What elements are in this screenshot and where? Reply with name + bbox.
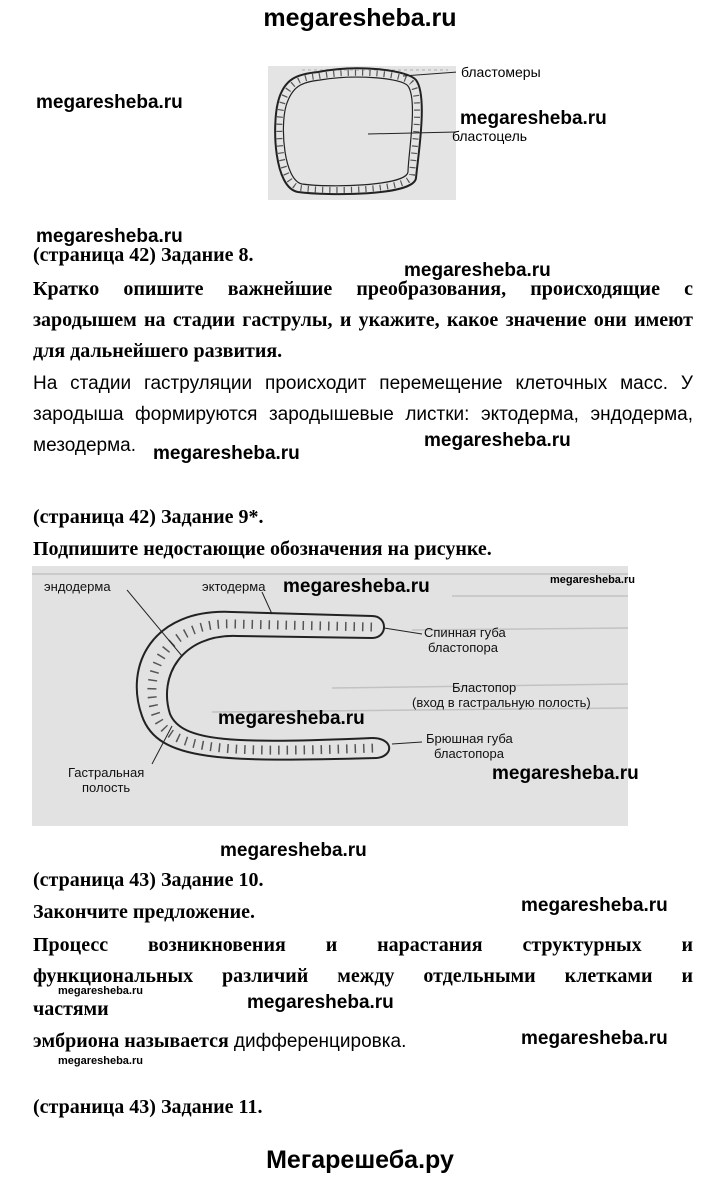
task10-answer-line [33,1030,406,1053]
gastrula-figure [32,566,628,826]
task8-heading: (страница 42) Задание 8. [33,244,254,266]
watermark[interactable]: megaresheba.ru [404,260,551,281]
task10-answer: дифференцировка. [233,1031,407,1052]
label-ventral-lip: Брюшная губа [426,731,513,746]
watermark[interactable]: megaresheba.ru [460,108,607,129]
task11-heading: (страница 43) Задание 11. [33,1096,263,1118]
label-blastomeres: бластомеры [461,64,541,80]
watermark[interactable]: megaresheba.ru [492,763,639,784]
watermark[interactable]: megaresheba.ru [424,430,571,451]
label-dorsal-lip: Спинная губа [424,625,506,640]
label-dorsal-lip-2: бластопора [428,640,498,655]
task10-sentence-line3: частями [33,998,109,1020]
watermark-small[interactable]: megaresheba.ru [58,985,143,997]
task10-heading: (страница 43) Задание 10. [33,869,264,891]
footer-site-name[interactable]: Мегарешеба.ру [266,1146,454,1174]
watermark-small[interactable]: megaresheba.ru [58,1055,143,1067]
blastula-figure [268,66,456,200]
watermark[interactable]: megaresheba.ru [247,992,394,1013]
label-blastocoel: бластоцель [452,128,528,144]
label-ventral-lip-2: бластопора [434,746,504,761]
label-gastral-cavity-2: полость [82,780,131,795]
task10-sentence-line1: Процесс возникновения и нарастания структурных и [33,934,693,956]
watermark[interactable]: megaresheba.ru [283,576,430,597]
site-header[interactable]: megaresheba.ru [263,4,457,32]
watermark[interactable]: megaresheba.ru [521,1028,668,1049]
task8-answer: На стадии гаструляции происходит перемещение клеточных масс. У зародыша формируются зародышевые листки: эктодерма, эндодерма, мезодерма. [33,373,693,456]
label-blastopore: Бластопор [452,680,517,695]
watermark[interactable]: megaresheba.ru [220,840,367,861]
watermark[interactable]: megaresheba.ru [521,895,668,916]
task10-sentence-line2: функциональных различий между отдельными клетками и [33,965,693,987]
label-endoderm: эндодерма [44,579,111,594]
task8-question: Кратко опишите важнейшие преобразования, происходящие с зародышем на стадии гаструлы, и укажите, какое значение они имеют для дальнейшего развития. [33,278,693,362]
task9-question: Подпишите недостающие обозначения на рисунке. [33,538,492,560]
watermark[interactable]: megaresheba.ru [36,92,183,113]
watermark[interactable]: megaresheba.ru [36,226,183,247]
label-blastopore-2: (вход в гастральную полость) [412,695,591,710]
watermark-small[interactable]: megaresheba.ru [550,574,635,586]
label-gastral-cavity: Гастральная [68,765,145,780]
watermark[interactable]: megaresheba.ru [218,708,365,729]
task10-sentence-line4: эмбриона называется [33,1030,229,1052]
label-ectoderm: эктодерма [202,579,266,594]
task10-instruction: Закончите предложение. [33,901,255,923]
task9-heading: (страница 42) Задание 9*. [33,506,264,528]
watermark[interactable]: megaresheba.ru [153,443,300,464]
